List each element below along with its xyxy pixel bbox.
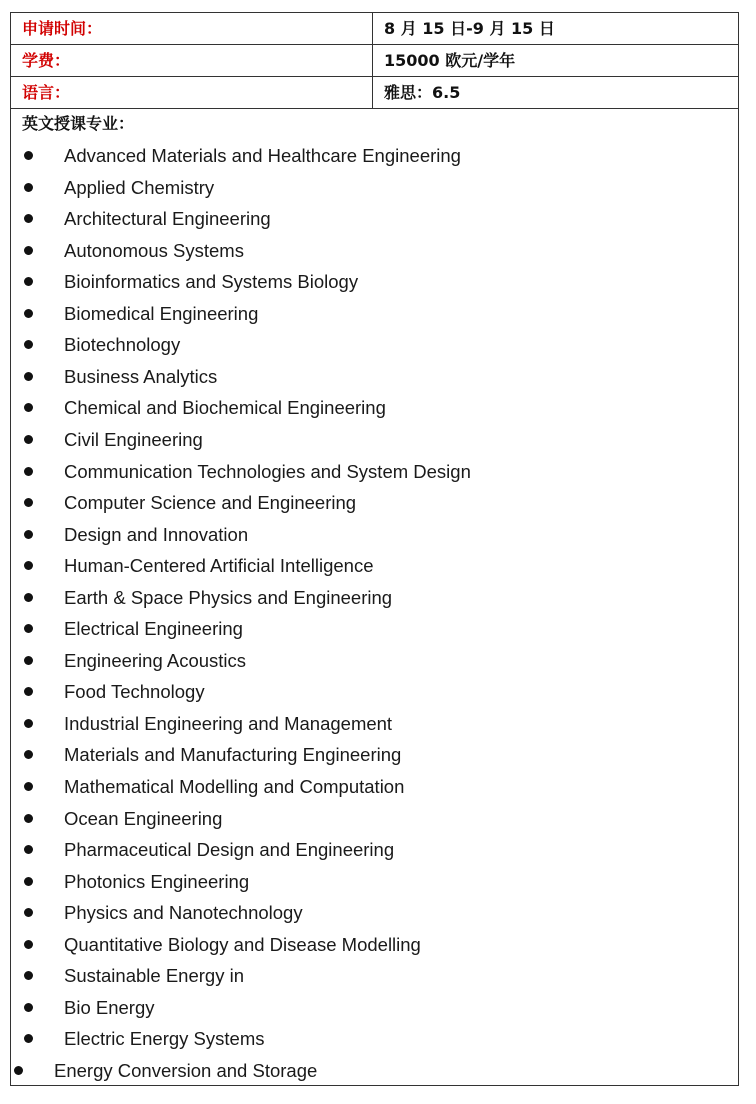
bullet-icon [24,719,33,728]
list-item [11,141,738,171]
list-item [11,488,738,518]
list-item [11,330,738,360]
list-item [11,646,738,676]
bullet-icon [24,687,33,696]
bullet-icon [24,246,33,255]
major-name: Bio Energy [64,997,155,1018]
list-item [11,772,738,802]
bullet-icon [24,971,33,980]
bullet-icon [24,1034,33,1043]
tuition-label: 学费： [11,45,373,76]
major-name: Applied Chemistry [64,177,215,198]
bullet-icon [24,467,33,476]
list-item [11,930,738,960]
list-item [11,520,738,550]
bullet-icon [24,877,33,886]
bullet-icon [24,309,33,318]
list-item [11,425,738,455]
list-item [11,677,738,707]
bullet-icon [24,1003,33,1012]
major-name: Advanced Materials and Healthcare Engineering [64,145,461,166]
bullet-icon [24,624,33,633]
list-item [11,1056,738,1086]
list-item [11,993,738,1023]
bullet-icon [24,277,33,286]
majors-heading: 英文授课专业： [22,114,135,133]
list-item [11,804,738,834]
list-item [11,740,738,770]
row-language [11,77,738,109]
major-name: Sustainable Energy in [64,965,244,986]
bullet-icon [24,561,33,570]
row-tuition [11,45,738,77]
bullet-icon [24,940,33,949]
list-item [11,614,738,644]
bullet-icon [24,530,33,539]
list-item [11,583,738,613]
major-name: Computer Science and Engineering [64,492,357,513]
major-name: Energy Conversion and Storage [54,1060,318,1081]
major-name: Pharmaceutical Design and Engineering [64,839,395,860]
bullet-icon [24,151,33,160]
list-item [11,299,738,329]
list-item [11,867,738,897]
apply-time-value: 8 月 15 日-9 月 15 日 [384,19,555,38]
major-name: Physics and Nanotechnology [64,902,303,923]
bullet-icon [24,845,33,854]
info-table [10,12,739,1086]
bullet-icon [14,1066,23,1075]
list-item [11,362,738,392]
major-name: Industrial Engineering and Management [64,713,393,734]
bullet-icon [24,372,33,381]
bullet-icon [24,435,33,444]
major-name: Earth & Space Physics and Engineering [64,587,393,608]
major-name: Engineering Acoustics [64,650,247,671]
list-item [11,961,738,991]
bullet-icon [24,908,33,917]
bullet-icon [24,403,33,412]
bullet-icon [24,782,33,791]
language-label: 语言： [11,77,373,108]
major-name: Materials and Manufacturing Engineering [64,744,402,765]
bullet-icon [24,750,33,759]
list-item [11,173,738,203]
list-item [11,551,738,581]
major-name: Architectural Engineering [64,208,271,229]
bullet-icon [24,593,33,602]
major-name: Chemical and Biochemical Engineering [64,397,386,418]
major-name: Business Analytics [64,366,218,387]
list-item [11,457,738,487]
row-apply-time [11,13,738,45]
apply-time-label: 申请时间： [11,13,373,44]
tuition-value: 15000 欧元/学年 [384,51,516,70]
major-name: Quantitative Biology and Disease Modelling [64,934,421,955]
bullet-icon [24,814,33,823]
bullet-icon [24,340,33,349]
list-item [11,898,738,928]
major-name: Mathematical Modelling and Computation [64,776,405,797]
list-item [11,236,738,266]
major-name: Biomedical Engineering [64,303,259,324]
major-name: Photonics Engineering [64,871,250,892]
list-item [11,393,738,423]
major-name: Human-Centered Artificial Intelligence [64,555,374,576]
list-item [11,267,738,297]
major-name: Bioinformatics and Systems Biology [64,271,359,292]
major-name: Electrical Engineering [64,618,243,639]
bullet-icon [24,656,33,665]
list-item [11,204,738,234]
bullet-icon [24,214,33,223]
bullet-icon [24,183,33,192]
major-name: Communication Technologies and System Design [64,461,471,482]
major-name: Design and Innovation [64,524,249,545]
major-name: Biotechnology [64,334,181,355]
major-name: Electric Energy Systems [64,1028,265,1049]
major-name: Food Technology [64,681,205,702]
list-item [11,835,738,865]
bullet-icon [24,498,33,507]
major-name: Ocean Engineering [64,808,223,829]
major-name: Autonomous Systems [64,240,244,261]
list-item [11,1024,738,1054]
language-value: 雅思：6.5 [384,83,461,102]
major-name: Civil Engineering [64,429,203,450]
list-item [11,709,738,739]
